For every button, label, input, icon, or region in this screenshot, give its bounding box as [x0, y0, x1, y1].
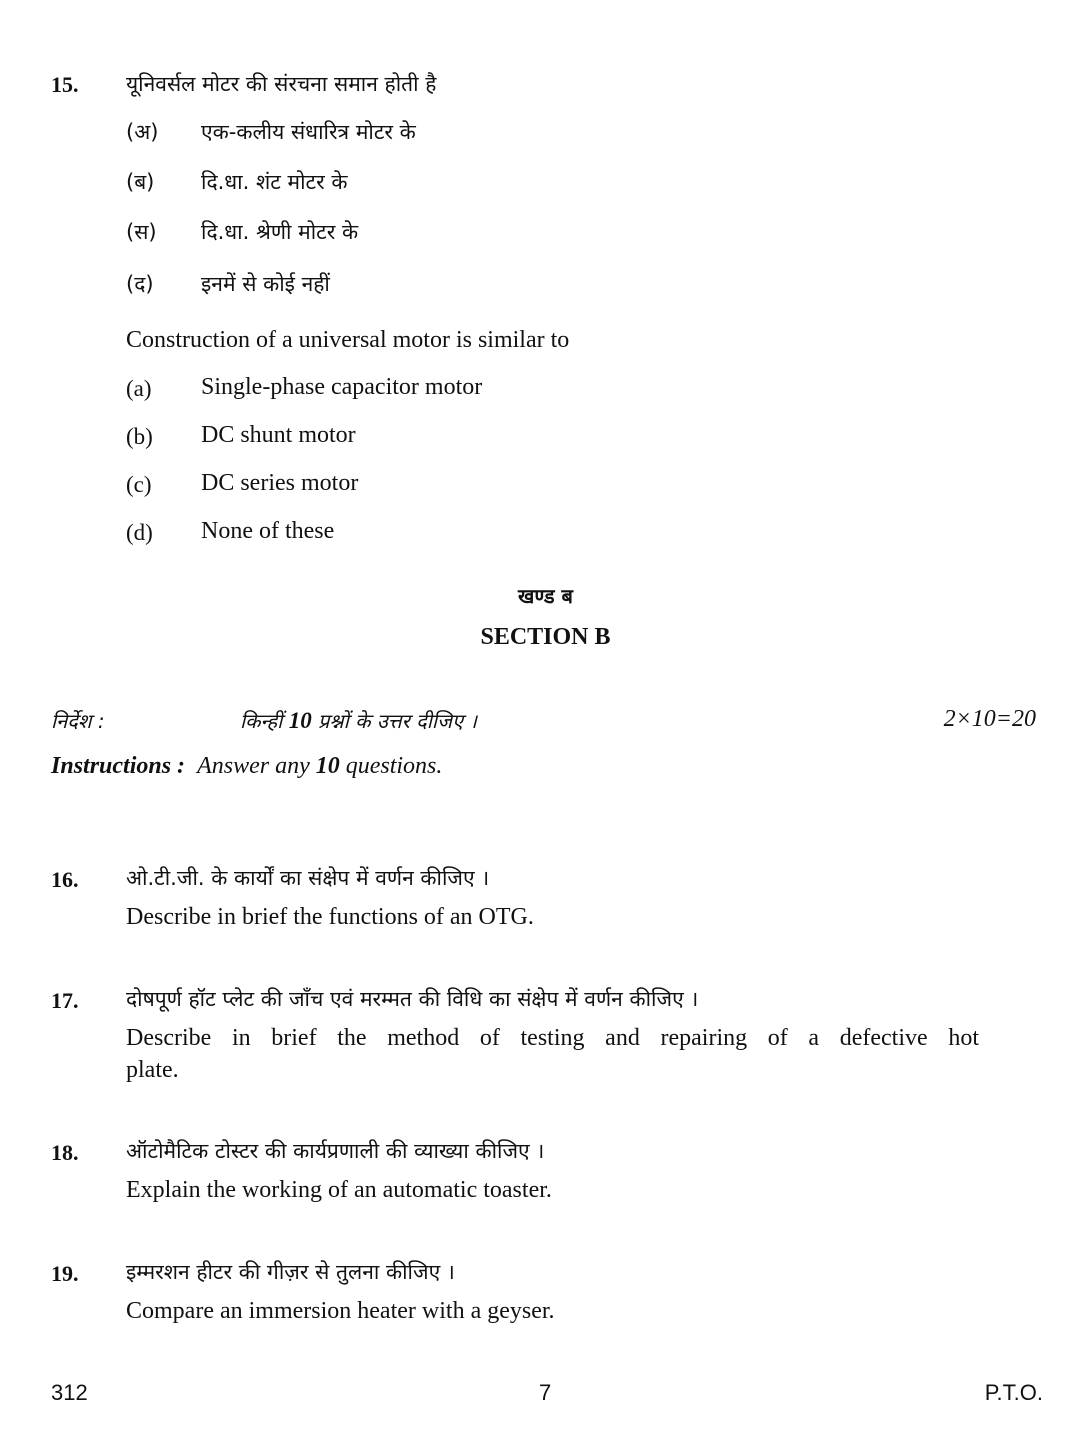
instructions-english-post: questions.	[339, 753, 443, 779]
question-number: 16.	[51, 867, 79, 892]
paper-code: 312	[51, 1380, 88, 1405]
question-number: 19.	[51, 1261, 79, 1286]
option-label: (स)	[126, 220, 157, 244]
option-text: DC series motor	[201, 470, 359, 496]
instructions-hindi-pre: किन्हीं	[240, 709, 289, 733]
question-number: 17.	[51, 988, 79, 1013]
question-english: Describe in brief the method of testing and repairing of a defective hot	[126, 1025, 979, 1051]
question-hindi: ओ.टी.जी. के कार्यों का संक्षेप में वर्णन कीजिए ।	[126, 866, 490, 890]
section-title-hindi: खण्ड ब	[518, 584, 573, 608]
option-label: (द)	[126, 272, 154, 296]
option-label: (a)	[126, 376, 152, 401]
section-title-english: SECTION B	[480, 624, 611, 650]
option-text: None of these	[201, 518, 335, 544]
question-hindi: इम्मरशन हीटर की गीज़र से तुलना कीजिए ।	[126, 1260, 455, 1284]
page-number: 7	[539, 1380, 552, 1405]
instructions-hindi-post: प्रश्नों के उत्तर दीजिए ।	[311, 709, 477, 733]
option-label: (d)	[126, 520, 153, 545]
question-english-stem: Construction of a universal motor is similar to	[126, 327, 570, 353]
question-number: 15.	[51, 72, 79, 97]
question-english-continued: plate.	[126, 1057, 179, 1083]
instructions-hindi-text	[240, 707, 477, 734]
option-label: (c)	[126, 472, 152, 497]
instructions-hindi-label: निर्देश :	[51, 709, 105, 733]
instructions-english-count: 10	[315, 753, 340, 779]
option-label: (b)	[126, 424, 153, 449]
option-label: (अ)	[126, 120, 159, 144]
question-hindi: दोषपूर्ण हॉट प्लेट की जाँच एवं मरम्मत की विधि का संक्षेप में वर्णन कीजिए ।	[126, 987, 699, 1011]
option-text: DC shunt motor	[201, 422, 356, 448]
option-label: (ब)	[126, 170, 155, 194]
question-hindi: ऑटोमैटिक टोस्टर की कार्यप्रणाली की व्याख्या कीजिए ।	[126, 1139, 545, 1163]
instructions-hindi-count: 10	[288, 708, 312, 733]
question-english: Compare an immersion heater with a geyser.	[126, 1298, 555, 1324]
question-english: Describe in brief the functions of an OTG.	[126, 904, 534, 930]
instructions-english-pre: Answer any	[197, 753, 316, 779]
pto-label: P.T.O.	[984, 1380, 1043, 1405]
option-text: एक-कलीय संधारित्र मोटर के	[201, 120, 416, 144]
option-text: दि.धा. शंट मोटर के	[201, 170, 348, 194]
question-english: Explain the working of an automatic toaster.	[126, 1177, 552, 1203]
option-text: इनमें से कोई नहीं	[201, 272, 330, 296]
question-number: 18.	[51, 1140, 79, 1165]
instructions-english	[51, 753, 442, 780]
question-hindi-stem: यूनिवर्सल मोटर की संरचना समान होती है	[126, 72, 437, 96]
option-text: Single-phase capacitor motor	[201, 374, 483, 400]
instructions-english-label: Instructions :	[51, 753, 186, 779]
option-text: दि.धा. श्रेणी मोटर के	[201, 220, 359, 244]
marks-allocation: 2×10=20	[943, 706, 1036, 732]
